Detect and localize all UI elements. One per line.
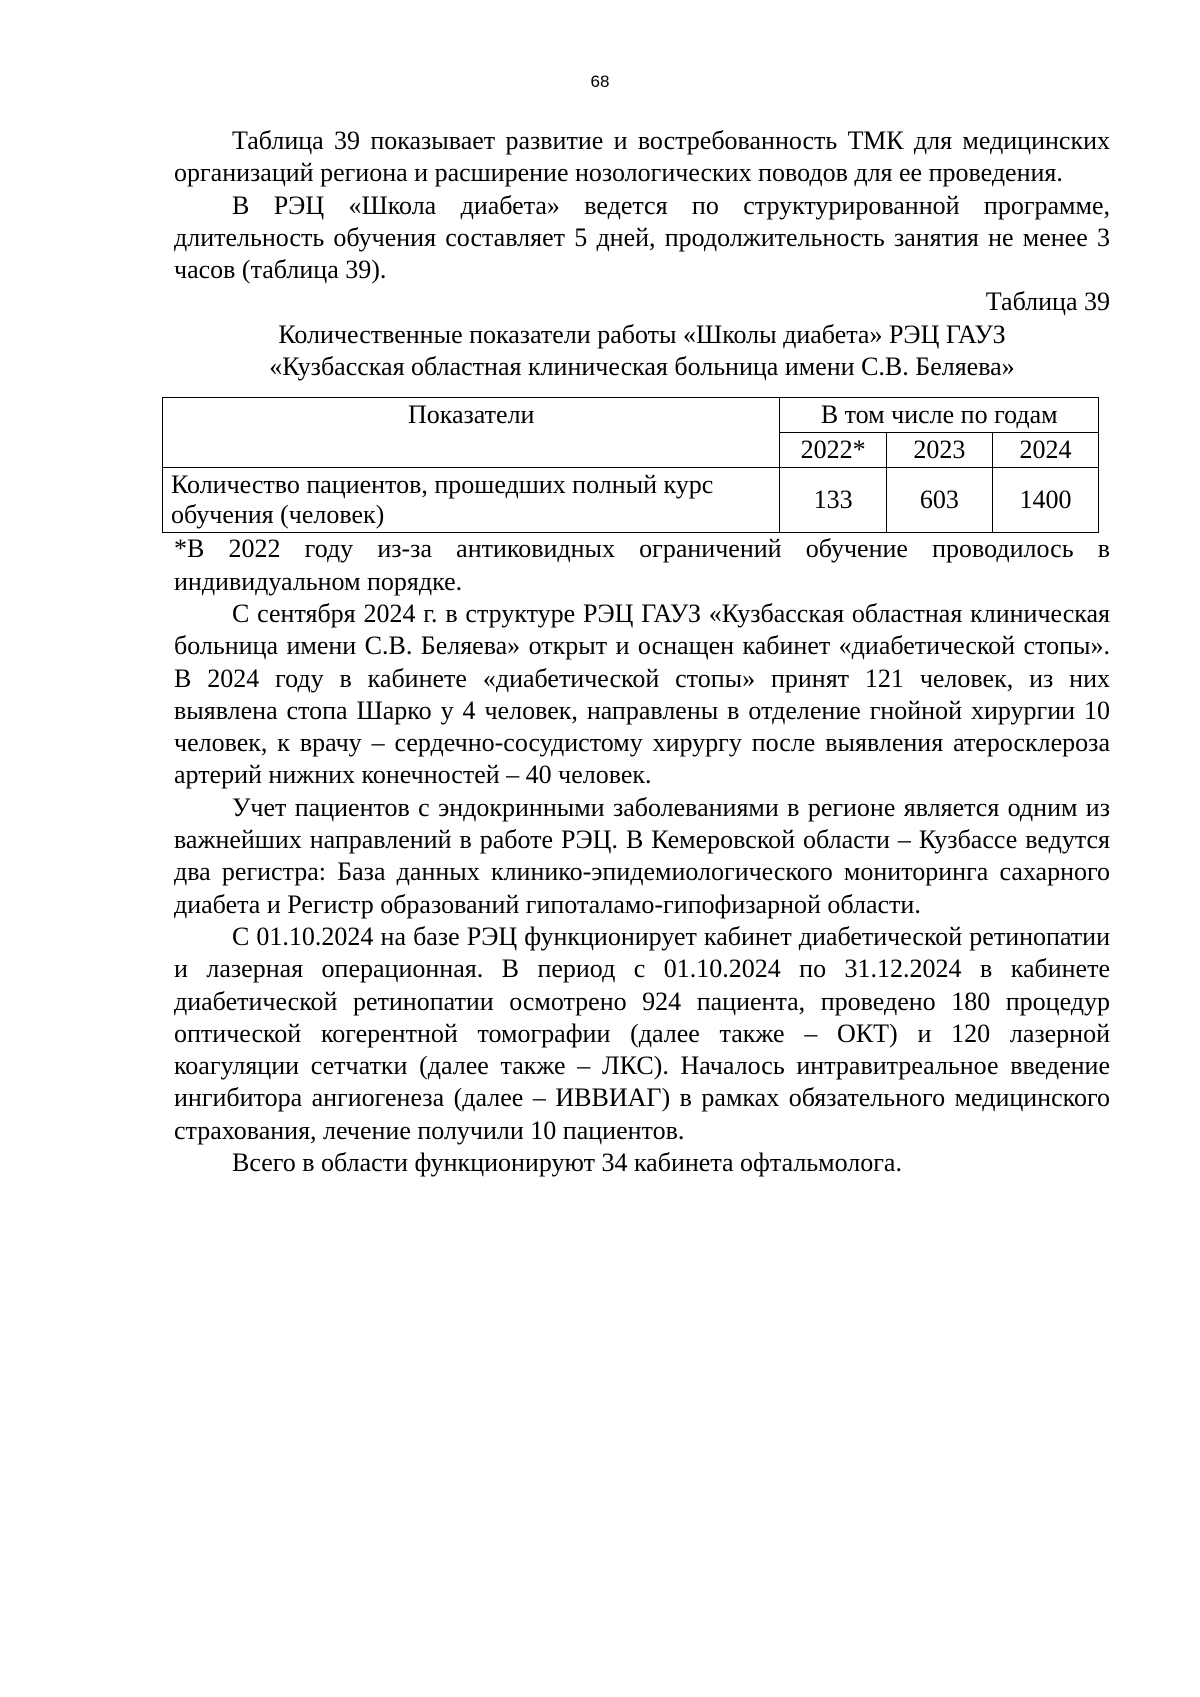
document-body [171,125,1110,1179]
table-title-line-2: «Кузбасская областная клиническая больница имени С.В. Беляева» [269,352,1015,382]
row-label: Количество пациентов, прошедших полный курс обучения (человек) [163,468,780,533]
value-2022: 133 [780,468,886,533]
value-2023: 603 [886,468,992,533]
header-indicator: Показатели [163,398,780,468]
page-number: 68 [590,72,610,91]
header-years: В том числе по годам [780,398,1099,433]
paragraph-registries: Учет пациентов с эндокринными заболеваниями в регионе является одним из важнейших направлений в работе РЭЦ. В Кемеровской области – Кузбассе ведутся два регистра: База данных клинико-эпидемиологического мониторинга сахарного диабета и Регистр образований гипоталамо-гипофизарной области. [174,792,1110,919]
paragraph-intro-2: В РЭЦ «Школа диабета» ведется по структурированной программе, длительность обучения составляет 5 дней, продолжительность занятия не менее 3 часов (таблица 39). [174,190,1110,285]
table-header-row [163,398,1099,433]
value-2024: 1400 [992,468,1098,533]
table-title-line-1: Количественные показатели работы «Школы диабета» РЭЦ ГАУЗ [278,319,1006,349]
header-year-2022: 2022* [780,433,886,468]
paragraph-retinopathy: С 01.10.2024 на базе РЭЦ функционирует кабинет диабетической ретинопатии и лазерная операционная. В период с 01.10.2024 по 31.12.2024 в кабинете диабетической ретинопатии осмотрено 924 пациента, проведено 180 процедур оптической когерентной томографии (далее также – ОКТ) и 120 лазерной коагуляции сетчатки (далее также – ЛКС). Началось интравитреальное введение ингибитора ангиогенеза (далее – ИВВИАГ) в рамках обязательного медицинского страхования, лечение получили 10 пациентов. [174,921,1110,1145]
table-label: Таблица 39 [985,287,1110,317]
diabetes-school-table [162,397,1099,533]
table-title [174,319,1110,384]
paragraph-ophthalmology: Всего в области функционируют 34 кабинета офтальмолога. [232,1148,902,1178]
header-year-2023: 2023 [886,433,992,468]
table-footnote: *В 2022 году из-за антиковидных ограничений обучение проводилось в индивидуальном порядке. [174,534,1110,596]
header-year-2024: 2024 [992,433,1098,468]
table-row [163,468,1099,533]
paragraph-diabetic-foot: С сентября 2024 г. в структуре РЭЦ ГАУЗ «Кузбасская областная клиническая больница имени С.В. Беляева» открыт и оснащен кабинет «диабетической стопы». В 2024 году в кабинете «диабетической стопы» принят 121 человек, из них выявлена стопа Шарко у 4 человек, направлены в отделение гнойной хирургии 10 человек, к врачу – сердечно-сосудистому хирургу после выявления атеросклероза артерий нижних конечностей – 40 человек. [174,598,1110,790]
paragraph-intro-1: Таблица 39 показывает развитие и востребованность ТМК для медицинских организаций региона и расширение нозологических поводов для ее проведения. [174,126,1110,188]
